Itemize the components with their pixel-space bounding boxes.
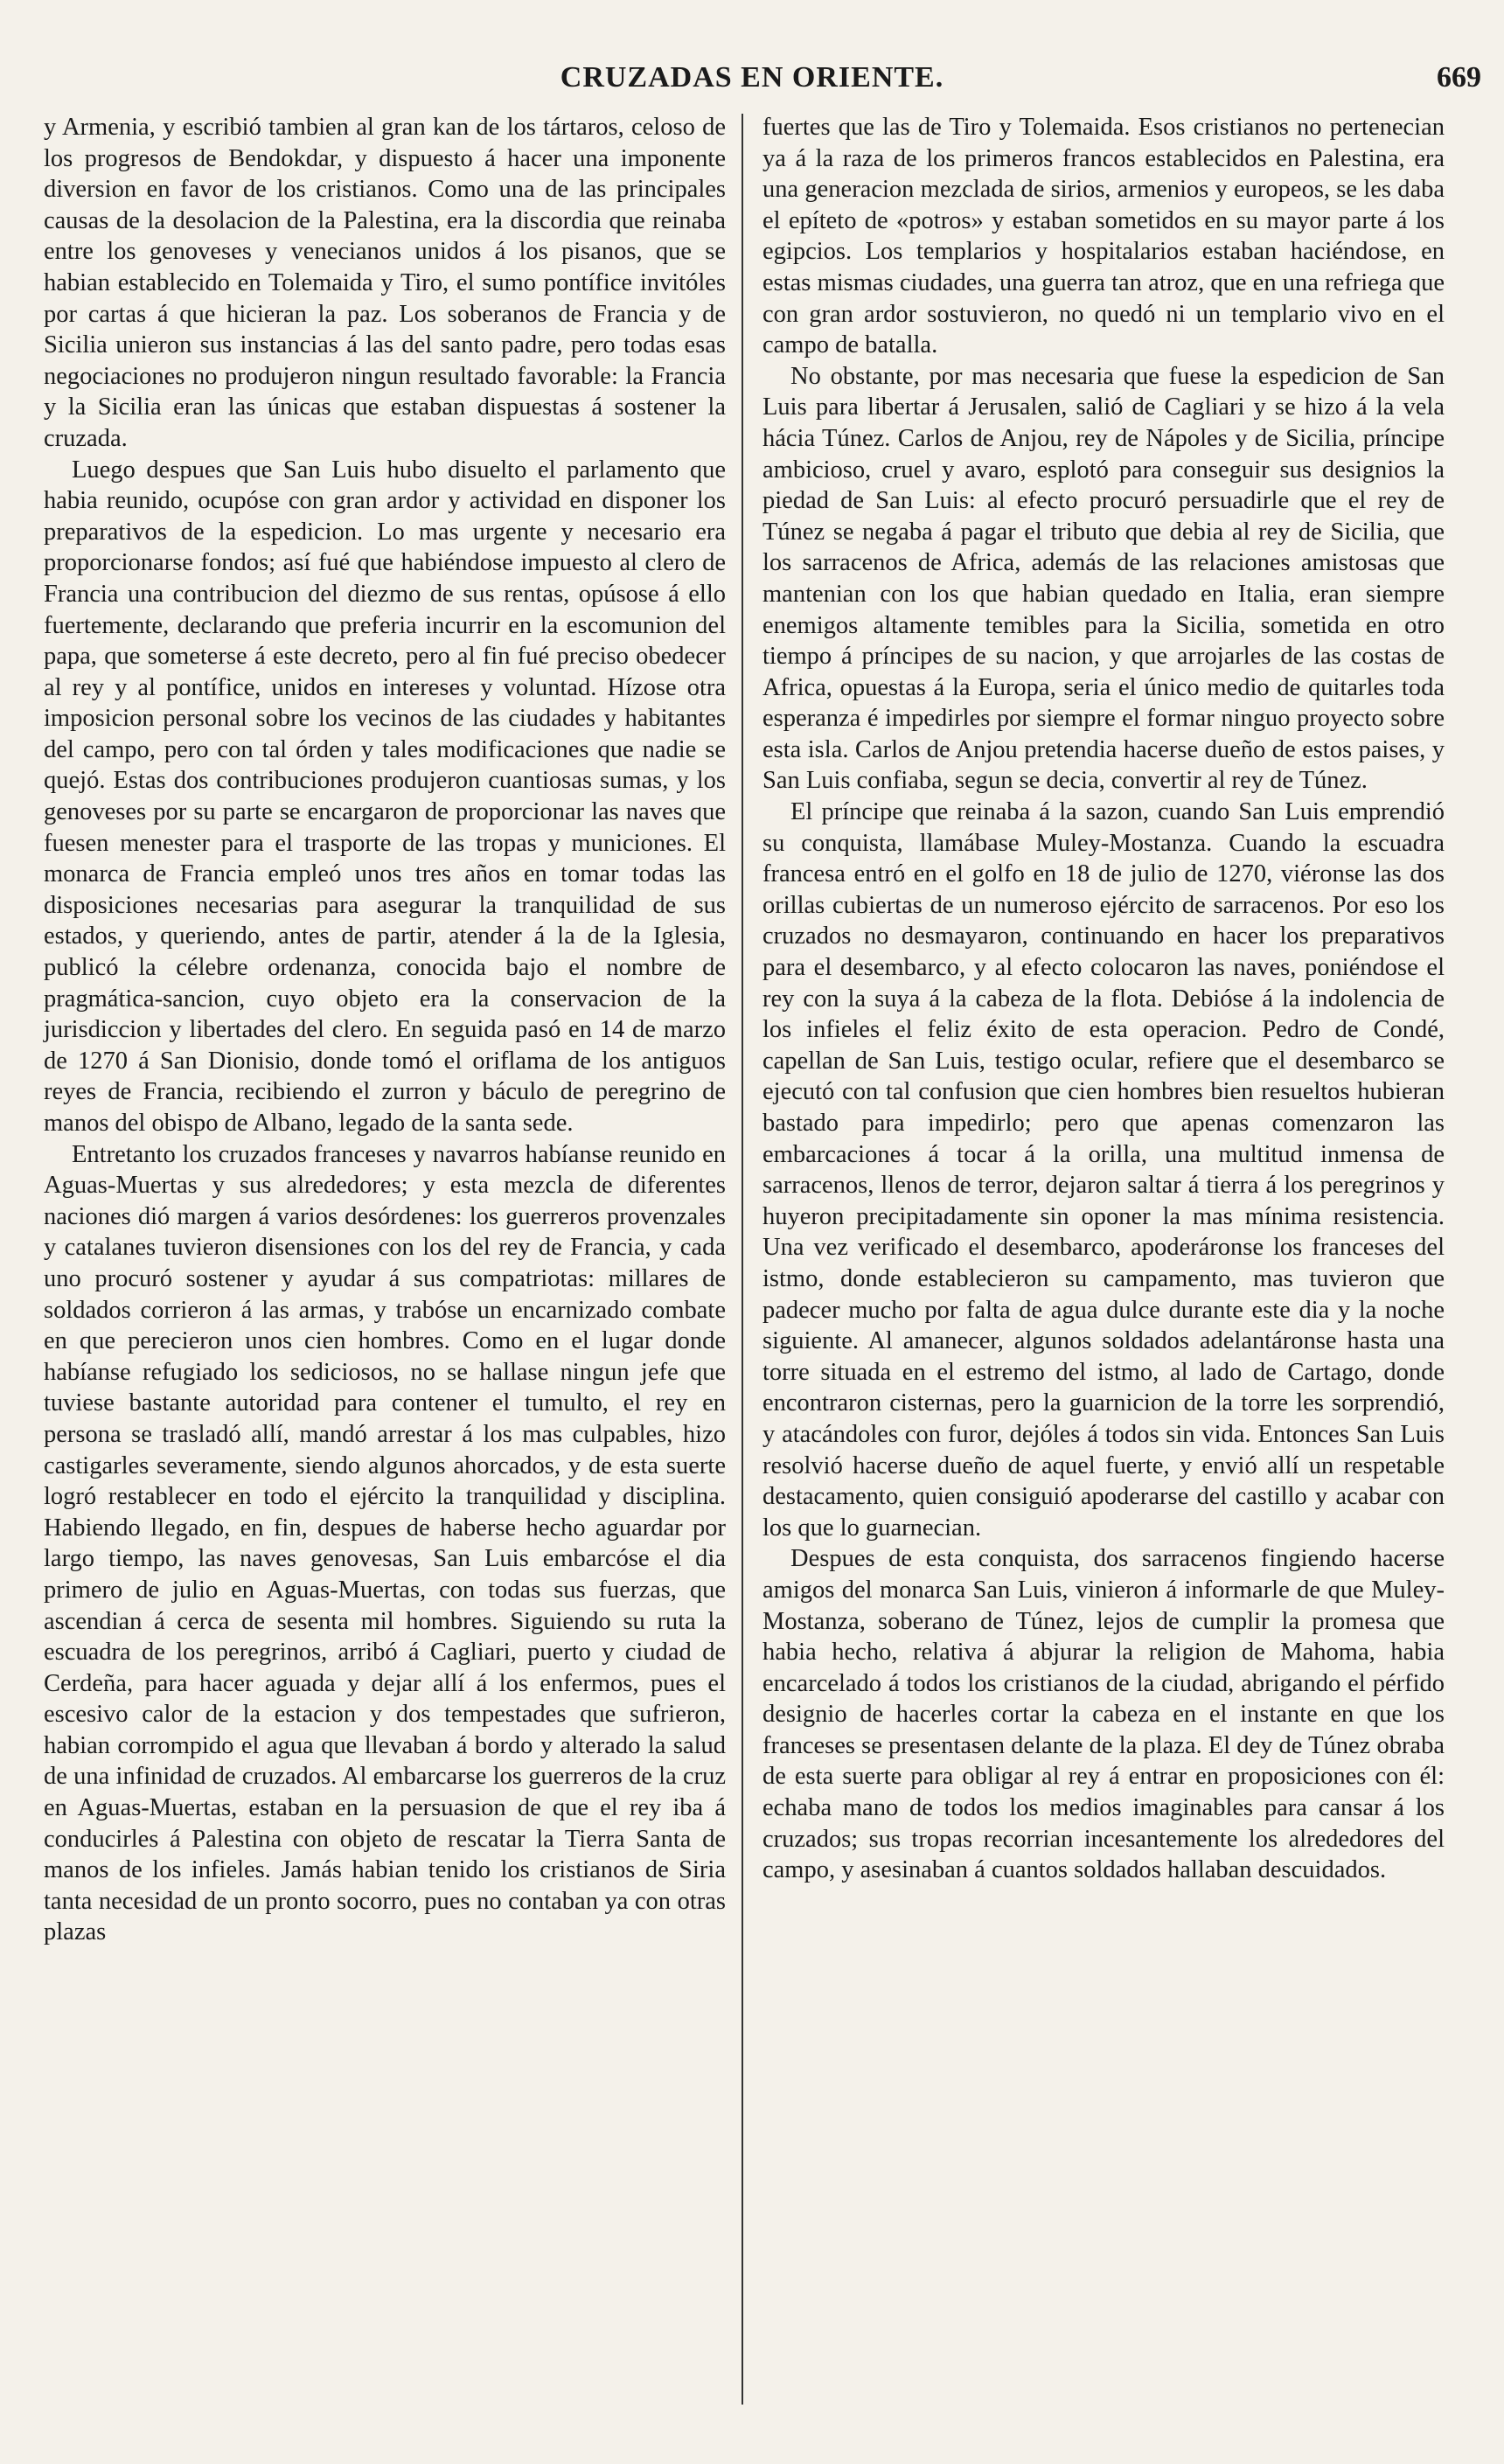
paragraph: Luego despues que San Luis hubo disuelto el parlamento que habia reunido, ocupóse con gran ardor y actividad en disponer los preparativos de la espedicion. Lo mas urgente y necesario era proporcionarse fondos; así fué que habiéndose impuesto al clero de Francia una contribucion del diezmo de sus rentas, opúsose á ello fuertemente, declarando que preferia incurrir en la escomunion del papa, que someterse á este decreto, pero al fin fué preciso obedecer al rey y al pontífice, unidos en intereses y voluntad. Hízose otra imposicion personal sobre los vecinos de las ciudades y habitantes del campo, pero con tal órden y tales modificaciones que nadie se quejó. Estas dos contribuciones produjeron cuantiosas sumas, y los genoveses por su parte se encargaron de proporcionar las naves que fuesen menester para el trasporte de las tropas y municiones. El monarca de Francia empleó unos tres años en tomar todas las disposiciones necesarias para asegurar la tranquilidad de sus estados, y queriendo, antes de partir, atender á la de la Iglesia, publicó la célebre ordenanza, conocida bajo el nombre de pragmática-sancion, cuyo objeto era la conservacion de la jurisdiccion y libertades del clero. En seguida pasó en 14 de marzo de 1270 á San Dionisio, donde tomó el oriflama de los antiguos reyes de Francia, recibiendo el zurron y báculo de peregrino de manos del obispo de Albano, legado de la santa sede. [44,456,726,1137]
paragraph: Entretanto los cruzados franceses y navarros habíanse reunido en Aguas-Muertas y sus alrededores; y esta mezcla de diferentes naciones dió margen á varios desórdenes: los guerreros provenzales y catalanes tuvieron disensiones con los del rey de Francia, y cada uno procuró sostener y ayudar á sus compatriotas: millares de soldados corrieron á las armas, y trabóse un encarnizado combate en que perecieron unos cien hombres. Como en el lugar donde habíanse refugiado los sediciosos, no se hallase ningun jefe que tuviese bastante autoridad para contener el tumulto, el rey en persona se trasladó allí, mandó arrestar á los mas culpables, hizo castigarles severamente, siendo algunos ahorcados, y de esta suerte logró restablecer en todo el ejército la tranquilidad y disciplina. Habiendo llegado, en fin, despues de haberse hecho aguardar por largo tiempo, las naves genovesas, San Luis embarcóse el dia primero de julio en Aguas-Muertas, con todas sus fuerzas, que ascendian á cerca de sesenta mil hombres. Siguiendo su ruta la escuadra de los peregrinos, arribó á Cagliari, puerto y ciudad de Cerdeña, para hacer aguada y dejar allí á los enfermos, pues el escesivo calor de la estacion y dos tempestades que sufrieron, habian corrompido el agua que llevaban á bordo y alterado la salud de una infinidad de cruzados. Al embarcarse los guerreros de la cruz en Aguas-Muertas, estaban en la persuasion de que el rey iba á conducirles á Palestina con objeto de rescatar la Tierra Santa de manos de los infieles. Jamás habian tenido los cristianos de Siria tanta necesidad de un pronto socorro, pues no contaban ya con otras plazas [44,1140,726,1946]
paragraph: El príncipe que reinaba á la sazon, cuando San Luis emprendió su conquista, llamábase Muley-Mostanza. Cuando la escuadra francesa entró en el golfo en 18 de julio de 1270, viéronse las dos orillas cubiertas de un numeroso ejército de sarracenos. Por eso los cruzados no desmayaron, continuando en hacer los preparativos para el desembarco, y al efecto colocaron las naves, poniéndose el rey con la suya á la cabeza de la flota. Debióse á la indolencia de los infieles el feliz éxito de esta operacion. Pedro de Condé, capellan de San Luis, testigo ocular, refiere que el desembarco se ejecutó con tal confusion que cien hombres bien resueltos hubieran bastado para impedirlo; pero que apenas comenzaron las embarcaciones á tocar á la orilla, una multitud inmensa de sarracenos, llenos de terror, dejaron saltar á tierra á los peregrinos y huyeron precipitadamente sin oponer la mas mínima resistencia. Una vez verificado el desembarco, apoderáronse los franceses del istmo, donde establecieron su campamento, mas tuvieron que padecer mucho por falta de agua dulce durante este dia y la noche siguiente. Al amanecer, algunos soldados adelantáronse hasta una torre situada en el estremo del istmo, al lado de Cartago, donde encontraron cisternas, pero la guarnicion de la torre les sorprendió, y atacándoles con furor, dejóles á todos sin vida. Entonces San Luis resolvió hacerse dueño de aquel fuerte, y envió allí un respetable destacamento, quien consiguió apoderarse del castillo y acabar con los que lo guarnecian. [762,798,1445,1542]
paragraph: y Armenia, y escribió tambien al gran kan de los tártaros, celoso de los progresos de Bendokdar, y dispuesto á hacer una imponente diversion en favor de los cristianos. Como una de las principales causas de la desolacion de la Palestina, era la discordia que reinaba entre los genoveses y venecianos unidos á los pisanos, que se habian establecido en Tolemaida y Tiro, el sumo pontífice invitóles por cartas á que hicieran la paz. Los soberanos de Francia y de Sicilia unieron sus instancias á las del santo padre, pero todas esas negociaciones no produjeron ningun resultado favorable: la Francia y la Sicilia eran las únicas que estaban dispuestas á sostener la cruzada. [44,114,726,452]
paragraph: fuertes que las de Tiro y Tolemaida. Esos cristianos no pertenecian ya á la raza de los primeros francos establecidos en Palestina, era una generacion mezclada de sirios, armenios y europeos, se les daba el epíteto de «potros» y estaban sometidos en su mayor parte á los egipcios. Los templarios y hospitalarios estaban haciéndose, en estas mismas ciudades, una guerra tan atroz, que en una refriega que con gran ardor sostuvieron, no quedó ni un templario vivo en el campo de batalla. [762,114,1445,359]
column-divider [742,114,743,2405]
right-column [762,112,1445,1886]
running-title: CRUZADAS EN ORIENTE. [560,61,944,94]
paragraph: Despues de esta conquista, dos sarracenos fingiendo hacerse amigos del monarca San Luis, vinieron á informarle de que Muley-Mostanza, soberano de Túnez, lejos de cumplir la promesa que habia hecho, relativa á abjurar la religion de Mahoma, habia encarcelado á todos los cristianos de la ciudad, abrigando el pérfido designio de hacerles cortar la cabeza en el instante en que los franceses se presentasen delante de la plaza. El dey de Túnez obraba de esta suerte para obligar al rey á entrar en proposiciones con él: echaba mano de todos los medios imaginables para cansar á los cruzados; sus tropas recorrian incesantemente los alrededores del campo, y asesinaban á cuantos soldados hallaban descuidados. [762,1545,1445,1884]
running-header [0,61,1504,105]
left-column [44,112,726,1948]
page-number: 669 [1437,61,1481,94]
paragraph: No obstante, por mas necesaria que fuese la espedicion de San Luis para libertar á Jerusalen, salió de Cagliari y se hizo á la vela hácia Túnez. Carlos de Anjou, rey de Nápoles y de Sicilia, príncipe ambicioso, cruel y avaro, esplotó para conseguir sus designios la piedad de San Luis: al efecto procuró persuadirle que el rey de Túnez se negaba á pagar el tributo que debia al rey de Sicilia, que los sarracenos de Africa, además de las relaciones amistosas que mantenian con los que habian quedado en Italia, eran siempre enemigos altamente temibles para la Sicilia, sometida en otro tiempo á príncipes de su nacion, y que arrojarles de las costas de Africa, opuestas á la Europa, seria el único medio de quitarles toda esperanza é impedirles por siempre el formar ninguo proyecto sobre esta isla. Carlos de Anjou pretendia hacerse dueño de estos paises, y San Luis confiaba, segun se decia, convertir al rey de Túnez. [762,362,1445,795]
